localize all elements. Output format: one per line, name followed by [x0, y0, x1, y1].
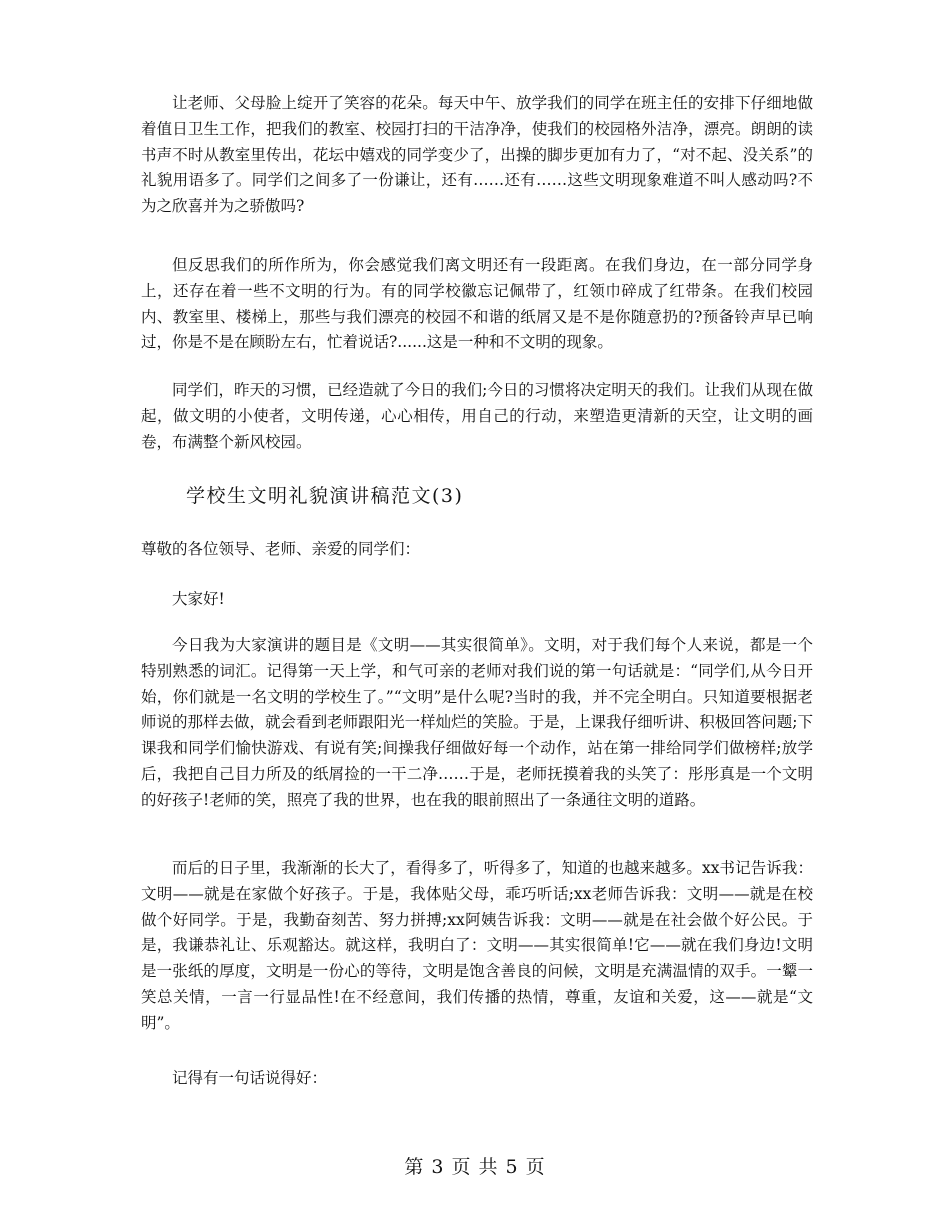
paragraph-1: 让老师、父母脸上绽开了笑容的花朵。每天中午、放学我们的同学在班主任的安排下仔细地做着值日卫生工作，把我们的教室、校园打扫的干洁净净，使我们的校园格外洁净，漂亮。朗朗的读书声不时从教室里传出，花坛中嬉戏的同学变少了，出操的脚步更加有力了，“对不起、没关系”的礼貌用语多了。同学们之间多了一份谦让，还有……还有……这些文明现象难道不叫人感动吗?不为之欣喜并为之骄傲吗? [141, 94, 813, 216]
page-number-footer: 第 3 页 共 5 页 [404, 1156, 546, 1178]
paragraph-5: 而后的日子里，我渐渐的长大了，看得多了，听得多了，知道的也越来越多。xx书记告诉我：文明——就是在家做个好孩子。于是，我体贴父母，乖巧听话;xx老师告诉我：文明——就是在校做个好同学。于是，我勤奋刻苦、努力拼搏;xx阿姨告诉我：文明——就是在社会做个好公民。于是，我谦恭礼让、乐观豁达。就这样，我明白了：文明——其实很简单!它——就在我们身边!文明是一张纸的厚度，文明是一份心的等待，文明是饱含善良的问候，文明是充满温情的双手。一颦一笑总关情，一言一行显品性!在不经意间，我们传播的热情，尊重，友谊和关爱，这——就是“文明”。 [141, 859, 813, 1032]
section-heading: 学校生文明礼貌演讲稿范文(3) [186, 485, 464, 507]
greeting: 大家好! [172, 590, 225, 608]
paragraph-2: 但反思我们的所作所为，你会感觉我们离文明还有一段距离。在我们身边，在一部分同学身上，还存在着一些不文明的行为。有的同学校徽忘记佩带了，红领巾碎成了红带条。在我们校园内、教室里、楼梯上，那些与我们漂亮的校园不和谐的纸屑又是不是你随意扔的?预备铃声早已响过，你是不是在顾盼左右，忙着说话?......这是一种和不文明的现象。 [141, 256, 813, 352]
paragraph-3: 同学们，昨天的习惯，已经造就了今日的我们;今日的习惯将决定明天的我们。让我们从现在做起，做文明的小使者，文明传递，心心相传，用自己的行动，来塑造更清新的天空，让文明的画卷，布满整个新风校园。 [141, 381, 813, 451]
paragraph-6: 记得有一句话说得好： [172, 1069, 328, 1087]
paragraph-4: 今日我为大家演讲的题目是《文明——其实很简单》。文明，对于我们每个人来说，都是一个特别熟悉的词汇。记得第一天上学，和气可亲的老师对我们说的第一句话就是：“同学们,从今日开始，你们就是一名文明的学校生了。”“文明”是什么呢?当时的我，并不完全明白。只知道要根据老师说的那样去做，就会看到老师跟阳光一样灿烂的笑脸。于是，上课我仔细听讲、积极回答问题;下课我和同学们愉快游戏、有说有笑;间操我仔细做好每一个动作，站在第一排给同学们做榜样;放学后，我把自己目力所及的纸屑捡的一干二净……于是，老师抚摸着我的头笑了：彤彤真是一个文明的好孩子!老师的笑，照亮了我的世界，也在我的眼前照出了一条通往文明的道路。 [141, 636, 813, 809]
salutation: 尊敬的各位领导、老师、亲爱的同学们： [141, 540, 421, 558]
